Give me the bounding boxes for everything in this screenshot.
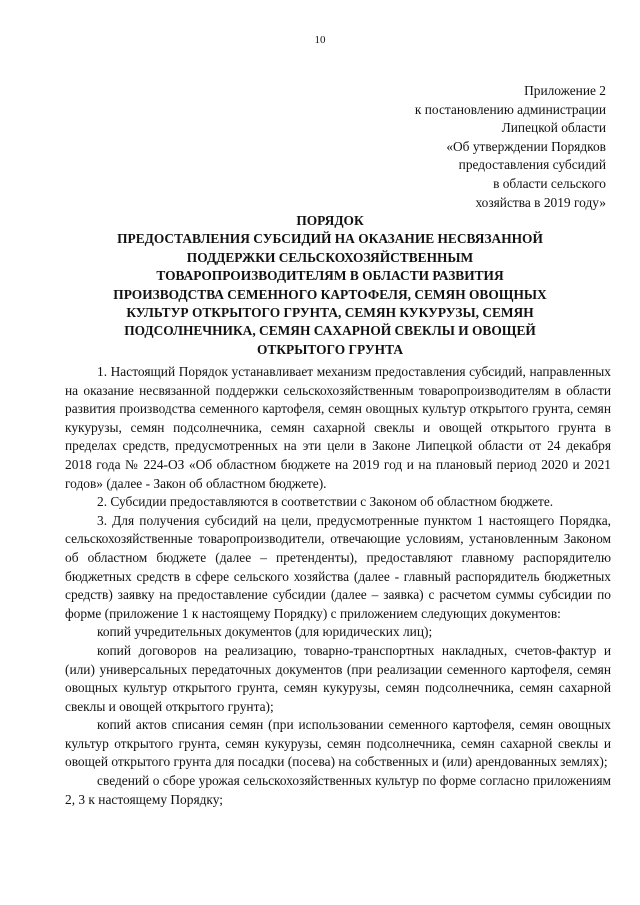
appendix-line: «Об утверждении Порядков [446,138,606,154]
document-body [65,363,611,809]
list-item-sales-contracts: копий договоров на реализацию, товарно-транспортных накладных, счетов-фактур и (или) универсальных передаточных документов (при реализации семенного картофеля, семян овощных культур открытого грунта, семян кукурузы, семян подсолнечника, семян сахарной свеклы и овощей открытого грунта); [65,642,611,714]
title-line: ТОВАРОПРОИЗВОДИТЕЛЯМ В ОБЛАСТИ РАЗВИТИЯ [156,268,504,284]
paragraph-3: 3. Для получения субсидий на цели, предусмотренные пунктом 1 настоящего Порядка, сельскохозяйственные товаропроизводители, отвечающие условиям, установленным Законом об областном бюджете (далее – претенденты), предоставляют главному распорядителю бюджетных средств в сфере сельского хозяйства (далее - главный распорядитель бюджетных средств) заявку на предоставление субсидии (далее – заявка) с расчетом суммы субсидии по форме (приложение 1 к настоящему Порядку) с приложением следующих документов: [65,512,611,621]
appendix-line: предоставления субсидий [458,157,606,173]
appendix-line: Приложение 2 [524,83,606,98]
title-line: ПРОИЗВОДСТВА СЕМЕННОГО КАРТОФЕЛЯ, СЕМЯН ОВОЩНЫХ [113,286,547,302]
title-line: ПОРЯДОК [296,213,364,228]
page-number: 10 [314,34,326,46]
appendix-line: хозяйства в 2019 году» [475,194,606,210]
paragraph-1: 1. Настоящий Порядок устанавливает механизм предоставления субсидий, направленных на оказание несвязанной поддержки сельскохозяйственным товаропроизводителям в области развития производства семенного картофеля, семян овощных культур открытого грунта, семян кукурузы, семян подсолнечника, семян сахарной свеклы и овощей открытого грунта в пределах средств, предусмотренных на эти цели в Законе Липецкой области от 24 декабря 2018 года № 224-ОЗ «Об областном бюджете на 2019 год и на плановый период 2020 и 2021 годов» (далее - Закон об областном бюджете). [65,364,611,491]
document-title [60,212,600,359]
title-line: ПРЕДОСТАВЛЕНИЯ СУБСИДИЙ НА ОКАЗАНИЕ НЕСВЯЗАННОЙ [117,231,543,247]
appendix-line: в области сельского [493,175,606,191]
list-item-constituent-docs: копий учредительных документов (для юридических лиц); [97,624,433,640]
appendix-line: Липецкой области [501,120,606,136]
title-line: ОТКРЫТОГО ГРУНТА [256,341,404,357]
appendix-line: к постановлению администрации [414,101,606,117]
title-line: КУЛЬТУР ОТКРЫТОГО ГРУНТА, СЕМЯН КУКУРУЗЫ, СЕМЯН [126,305,534,321]
title-line: ПОДДЕРЖКИ СЕЛЬСКОХОЗЯЙСТВЕННЫМ [186,249,474,265]
paragraph-2: 2. Субсидии предоставляются в соответствии с Законом об областном бюджете. [97,494,554,510]
appendix-note [306,82,606,212]
title-line: ПОДСОЛНЕЧНИКА, СЕМЯН САХАРНОЙ СВЕКЛЫ И ОВОЩЕЙ [124,323,536,339]
list-item-harvest-info: сведений о сборе урожая сельскохозяйственных культур по форме согласно приложениям 2, 3 к настоящему Порядку; [65,773,611,807]
list-item-seed-writeoff-acts: копий актов списания семян (при использовании семенного картофеля, семян овощных культур открытого грунта, семян кукурузы, семян подсолнечника, семян сахарной свеклы и овощей открытого грунта для посадки (посева) на собственных и (или) арендованных землях); [65,717,611,770]
